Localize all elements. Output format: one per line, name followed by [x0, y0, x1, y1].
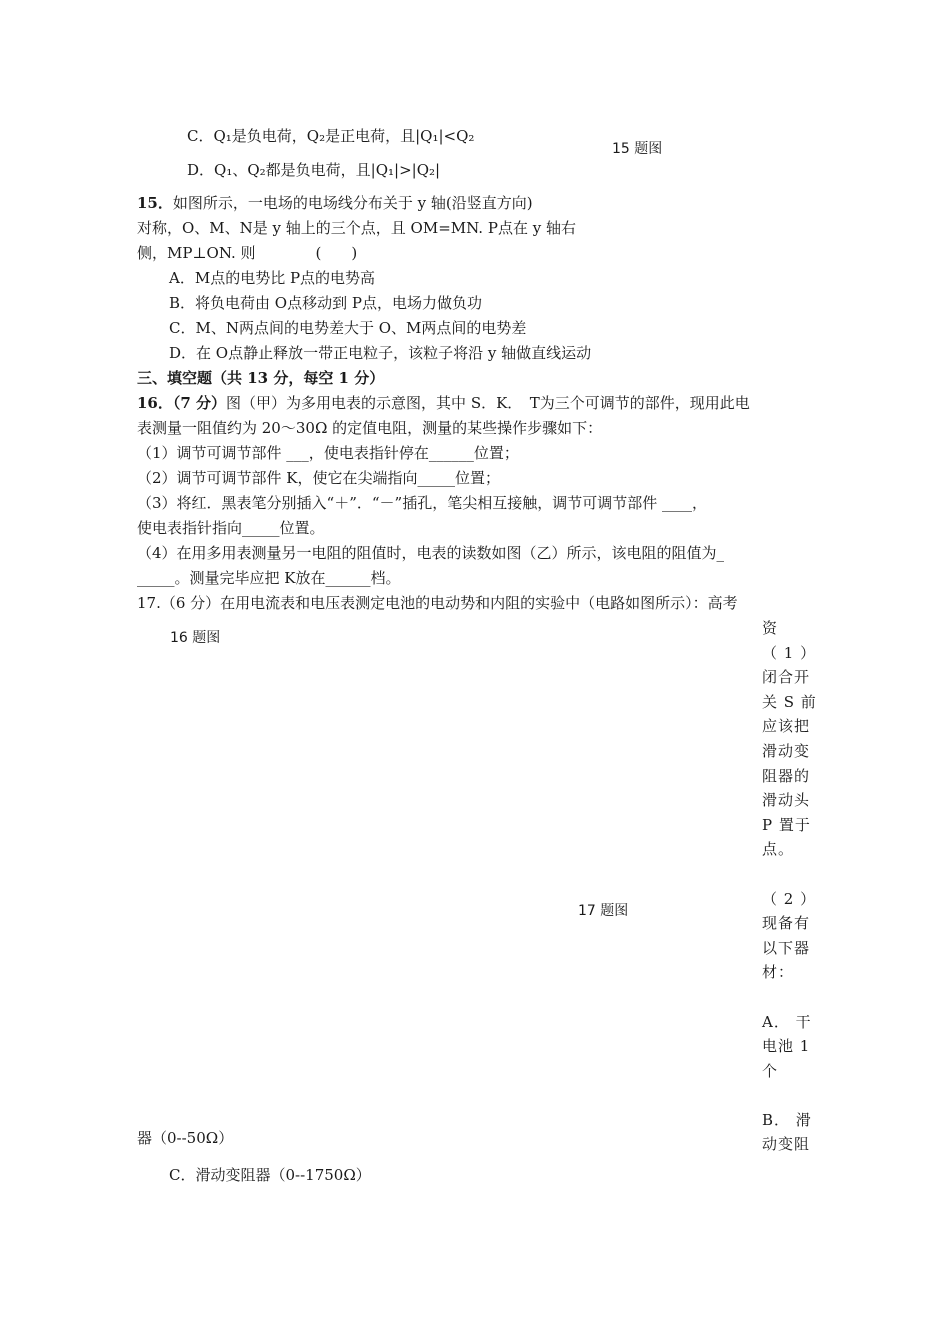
q16-step3-line1: （3）将红．黑表笔分别插入“＋”．“－”插孔，笔尖相互接触，调节可调节部件 ____，	[137, 494, 707, 512]
q15-stem-line1: 15．如图所示，一电场的电场线分布关于 y 轴(沿竖直方向)	[137, 194, 533, 212]
q15-stem-line3: 侧，MP⊥ON. 则 ( )	[137, 244, 358, 262]
side-line: 滑动变	[762, 741, 811, 760]
q15-figure-caption: 15 题图	[612, 141, 663, 157]
side-line: P 置于	[762, 815, 811, 834]
q15-option-d: D．在 O点静止释放一带正电粒子，该粒子将沿 y 轴做直线运动	[169, 344, 592, 362]
side-line: 材：	[762, 963, 795, 982]
q16-stem-line1: 16．（7 分）图（甲）为多用电表的示意图，其中 S．K． T为三个可调节的部件，现用此电	[137, 394, 750, 412]
q17-figure-caption: 17 题图	[578, 903, 629, 919]
q16-stem-line2: 表测量一阻值约为 20～30Ω 的定值电阻，测量的某些操作步骤如下：	[137, 419, 603, 437]
q15-option-c: C．M、N两点间的电势差大于 O、M两点间的电势差	[169, 319, 527, 337]
section-heading: 三、填空题（共 13 分，每空 1 分）	[137, 369, 385, 387]
q17-option-c: C．滑动变阻器（0--1750Ω）	[169, 1166, 371, 1184]
q16-step4-line2: _____。测量完毕应把 K放在______档。	[137, 569, 401, 587]
q15-option-a: A．M点的电势比 P点的电势高	[169, 269, 376, 287]
side-line: 资	[762, 619, 779, 637]
q14-option-c: C．Q₁是负电荷，Q₂是正电荷，且|Q₁|<Q₂	[187, 127, 475, 145]
side-line: 现备有	[762, 914, 811, 933]
q16-step1: （1）调节可调节部件 ___，使电表指针停在______位置；	[137, 444, 519, 462]
side-line: 以下器	[762, 938, 811, 957]
side-line	[762, 985, 818, 1010]
side-line: 滑动头	[762, 791, 811, 810]
q15-option-b: B．将负电荷由 O点移动到 P点，电场力做负功	[169, 294, 482, 312]
side-line: 关 S 前	[762, 692, 817, 711]
side-line: 电池 1	[762, 1037, 811, 1056]
side-line: （ 1 ）	[762, 643, 817, 662]
side-line: 动变阻	[762, 1135, 811, 1154]
q15-number: 15．	[137, 194, 173, 212]
side-line: 点。	[762, 840, 795, 859]
side-line: A． 干	[762, 1012, 812, 1031]
q16-figure-caption: 16 题图	[170, 630, 221, 646]
side-line: B． 滑	[762, 1110, 812, 1129]
side-line	[762, 862, 818, 887]
q17-stem-line1: 17.（6 分）在用电流表和电压表测定电池的电动势和内阻的实验中（电路如图所示）：高考	[137, 594, 738, 612]
q17-option-b-continued: 器（0--50Ω）	[137, 1129, 234, 1147]
side-line: 应该把	[762, 717, 811, 736]
q16-step2: （2）调节可调节部件 K，使它在尖端指向_____位置；	[137, 469, 501, 487]
q17-side-column	[762, 616, 818, 1157]
side-line: 个	[762, 1061, 779, 1080]
q16-step3-line2: 使电表指针指向_____位置。	[137, 519, 325, 537]
q15-stem-line2: 对称，O、M、N是 y 轴上的三个点，且 OM=MN. P点在 y 轴右	[137, 219, 576, 237]
q16-number: 16．（7 分）	[137, 394, 227, 412]
q14-option-d: D．Q₁、Q₂都是负电荷，且|Q₁|>|Q₂|	[187, 161, 441, 179]
side-line: 闭合开	[762, 668, 811, 687]
side-line: 阻器的	[762, 766, 811, 785]
q16-step4-line1: （4）在用多用表测量另一电阻的阻值时，电表的读数如图（乙）所示，该电阻的阻值为_	[137, 544, 725, 562]
side-line: （ 2 ）	[762, 889, 817, 908]
side-line	[762, 1083, 818, 1108]
